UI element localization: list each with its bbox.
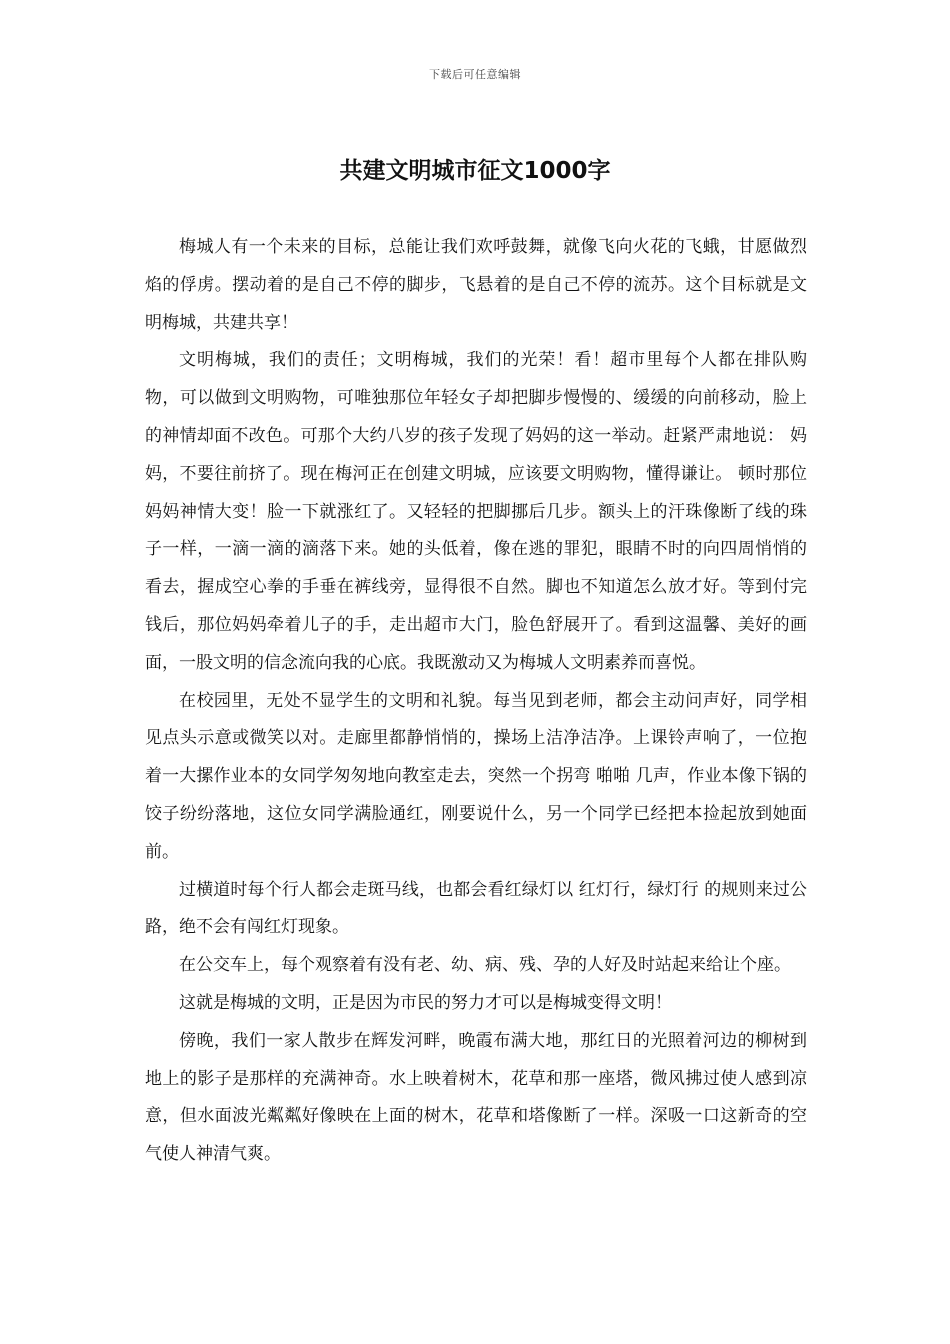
paragraph: 傍晚，我们一家人散步在辉发河畔，晚霞布满大地，那红日的光照着河边的柳树到地上的影子是那样的充满神奇。水上映着树木，花草和那一座塔，微风拂过使人感到凉意，但水面波光粼粼好像映在上面的树木，花草和塔像断了一样。深吸一口这新奇的空气使人神清气爽。 bbox=[145, 1030, 807, 1165]
document-title: 共建文明城市征文1000字 bbox=[339, 158, 611, 184]
paragraph: 在公交车上，每个观察着有没有老、幼、病、残、孕的人好及时站起来给让个座。 bbox=[179, 955, 791, 976]
paragraph: 在校园里，无处不显学生的文明和礼貌。每当见到老师，都会主动问声好，同学相见点头示意或微笑以对。走廊里都静悄悄的，操场上洁净洁净。上课铃声响了，一位抱着一大摞作业本的女同学匆匆地向教室走去，突然一个拐弯 啪啪 几声，作业本像下锅的饺子纷纷落地，这位女同学满脸通红，刚要说什么，另一个同学已经把本捡起放到她面前。 bbox=[145, 690, 807, 862]
paragraph: 文明梅城，我们的责任；文明梅城，我们的光荣！看！超市里每个人都在排队购物，可以做到文明购物，可唯独那位年轻女子却把脚步慢慢的、缓缓的向前移动，脸上的神情却面不改色。可那个大约八岁的孩子发现了妈妈的这一举动。赶紧严肃地说： 妈妈，不要往前挤了。现在梅河正在创建文明城，应该要文明购物，懂得谦让。 顿时那位妈妈神情大变！脸一下就涨红了。又轻轻的把脚挪后几步。额头上的汗珠像断了线的珠子一样，一滴一滴的滴落下来。她的头低着，像在逃的罪犯，眼睛不时的向四周悄悄的看去，握成空心拳的手垂在裤线旁，显得很不自然。脚也不知道怎么放才好。等到付完钱后，那位妈妈牵着儿子的手，走出超市大门，脸色舒展开了。看到这温馨、美好的画面，一股文明的信念流向我的心底。我既激动又为梅城人文明素养而喜悦。 bbox=[145, 350, 807, 673]
paragraph: 梅城人有一个未来的目标，总能让我们欢呼鼓舞，就像飞向火花的飞蛾，甘愿做烈焰的俘虏。摆动着的是自己不停的脚步，飞悬着的是自己不停的流苏。这个目标就是文明梅城，共建共享！ bbox=[145, 237, 807, 333]
paragraph: 过横道时每个行人都会走斑马线，也都会看红绿灯以 红灯行，绿灯行 的规则来过公路，绝不会有闯红灯现象。 bbox=[145, 879, 807, 938]
document-body bbox=[145, 229, 807, 1174]
header-note: 下载后可任意编辑 bbox=[429, 68, 521, 81]
paragraph: 这就是梅城的文明，正是因为市民的努力才可以是梅城变得文明！ bbox=[179, 992, 672, 1013]
